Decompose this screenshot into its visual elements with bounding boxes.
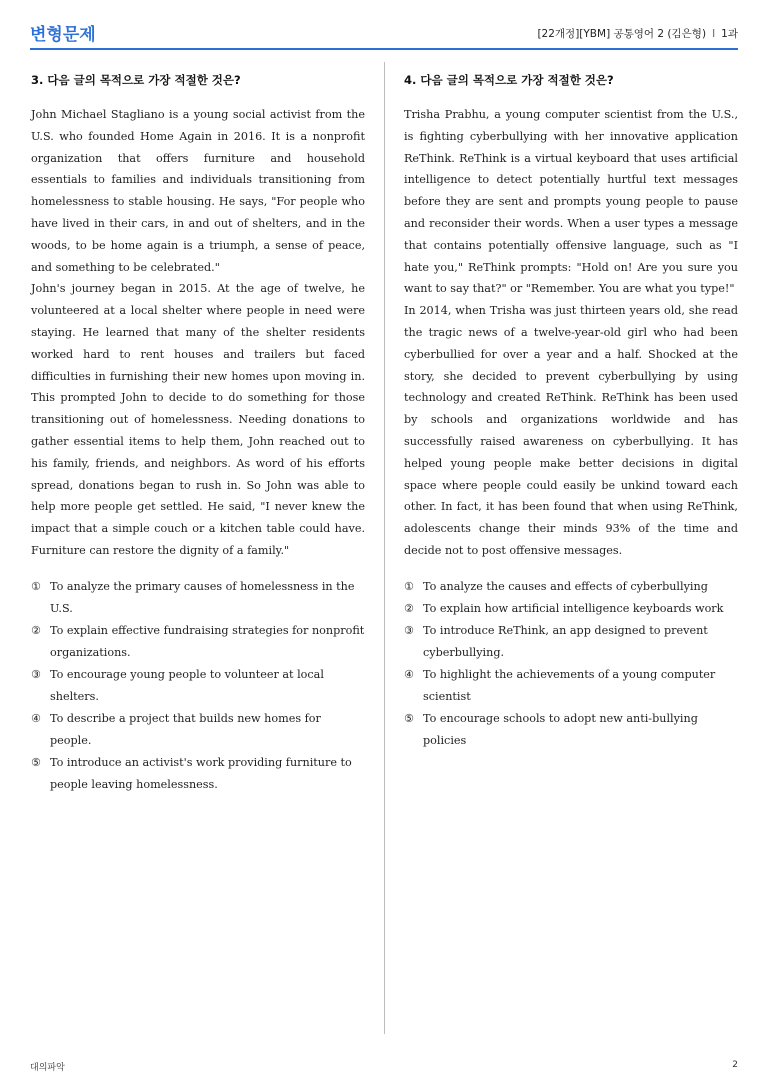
answer-option[interactable]: [404, 598, 738, 620]
option-text: To encourage schools to adopt new anti-bullying policies: [423, 711, 698, 747]
header-separator: I: [712, 28, 716, 40]
option-number: ④: [404, 667, 414, 681]
answer-option[interactable]: [31, 708, 365, 752]
option-number: ③: [404, 623, 414, 637]
answer-option[interactable]: [404, 576, 738, 598]
page-title: 변형문제: [30, 25, 96, 45]
option-text: To introduce an activist's work providing furniture to people leaving homelessness.: [50, 755, 352, 791]
option-text: To analyze the causes and effects of cyberbullying: [423, 579, 708, 593]
page-header: [30, 18, 738, 50]
answer-options: [404, 576, 738, 752]
passage-paragraph: John Michael Stagliano is a young social activist from the U.S. who founded Home Again in 2016. It is a nonprofit organization that offers furniture and household essentials to families and individuals transitioning from homelessness to stable housing. He says, "For people who have lived in their cars, in and out of shelters, and in the woods, to be home again is a triumph, a sense of peace, and something to be celebrated.": [31, 108, 365, 274]
option-number: ③: [31, 667, 41, 681]
option-number: ②: [404, 601, 414, 615]
answer-options: [31, 576, 365, 796]
option-text: To describe a project that builds new homes for people.: [50, 711, 321, 747]
textbook-label: [22개정][YBM] 공통영어 2 (김은형): [537, 28, 707, 40]
answer-option[interactable]: [31, 752, 365, 796]
option-text: To highlight the achievements of a young computer scientist: [423, 667, 716, 703]
passage: [31, 104, 365, 562]
option-text: To analyze the primary causes of homelessness in the U.S.: [50, 579, 355, 615]
page-number: 2: [732, 1060, 738, 1070]
answer-option[interactable]: [31, 576, 365, 620]
question-4: [404, 68, 738, 752]
option-text: To explain effective fundraising strategies for nonprofit organizations.: [50, 623, 365, 659]
answer-option[interactable]: [404, 620, 738, 664]
option-number: ①: [31, 579, 41, 593]
option-text: To introduce ReThink, an app designed to prevent cyberbullying.: [423, 623, 708, 659]
passage-paragraph: John's journey began in 2015. At the age of twelve, he volunteered at a local shelter where people in need were staying. He learned that many of the shelter residents worked hard to rent houses and trailers but faced difficulties in furnishing their new homes upon moving in. This prompted John to decide to do something for those transitioning out of homelessness. Needing donations to gather essential items to help them, John reached out to his family, friends, and neighbors. As word of his efforts spread, donations began to rush in. So John was able to help more people get settled. He said, "I never knew the impact that a simple couch or a kitchen table could have. Furniture can restore the dignity of a family.": [31, 282, 365, 557]
question-3: [31, 68, 365, 796]
option-number: ⑤: [404, 711, 414, 725]
column-divider: [384, 62, 385, 1034]
option-number: ①: [404, 579, 414, 593]
option-text: To explain how artificial intelligence keyboards work: [423, 601, 724, 615]
question-title: 4. 다음 글의 목적으로 가장 적절한 것은?: [404, 73, 614, 87]
footer-publisher: 대의파악: [30, 1063, 65, 1073]
header-subtitle: [537, 26, 738, 41]
answer-option[interactable]: [31, 620, 365, 664]
option-text: To encourage young people to volunteer at local shelters.: [50, 667, 324, 703]
option-number: ④: [31, 711, 41, 725]
question-title: 3. 다음 글의 목적으로 가장 적절한 것은?: [31, 73, 241, 87]
answer-option[interactable]: [404, 708, 738, 752]
answer-option[interactable]: [31, 664, 365, 708]
answer-option[interactable]: [404, 664, 738, 708]
option-number: ⑤: [31, 755, 41, 769]
passage-paragraph: In 2014, when Trisha was just thirteen years old, she read the tragic news of a twelve-year-old girl who had been cyberbullied for over a year and a half. Shocked at the story, she decided to prevent cyberbullying by using technology and created ReThink. ReThink has been used by schools and organizations worldwide and has successfully raised awareness on cyberbullying. It has helped young people make better decisions in digital space where people could easily be unkind toward each other. In fact, it has been found that when using ReThink, adolescents change their minds 93% of the time and decide not to post offensive messages.: [404, 304, 738, 557]
option-number: ②: [31, 623, 41, 637]
passage: [404, 104, 738, 562]
lesson-label: 1과: [721, 28, 738, 40]
passage-paragraph: Trisha Prabhu, a young computer scientist from the U.S., is fighting cyberbullying with her innovative application ReThink. ReThink is a virtual keyboard that uses artificial intelligence to detect potentially hurtful text messages before they are sent and prompts young people to pause and reconsider their words. When a user types a message that contains potentially offensive language, such as "I hate you," ReThink prompts: "Hold on! Are you sure you want to say that?" or "Remember. You are what you type!": [404, 108, 738, 296]
